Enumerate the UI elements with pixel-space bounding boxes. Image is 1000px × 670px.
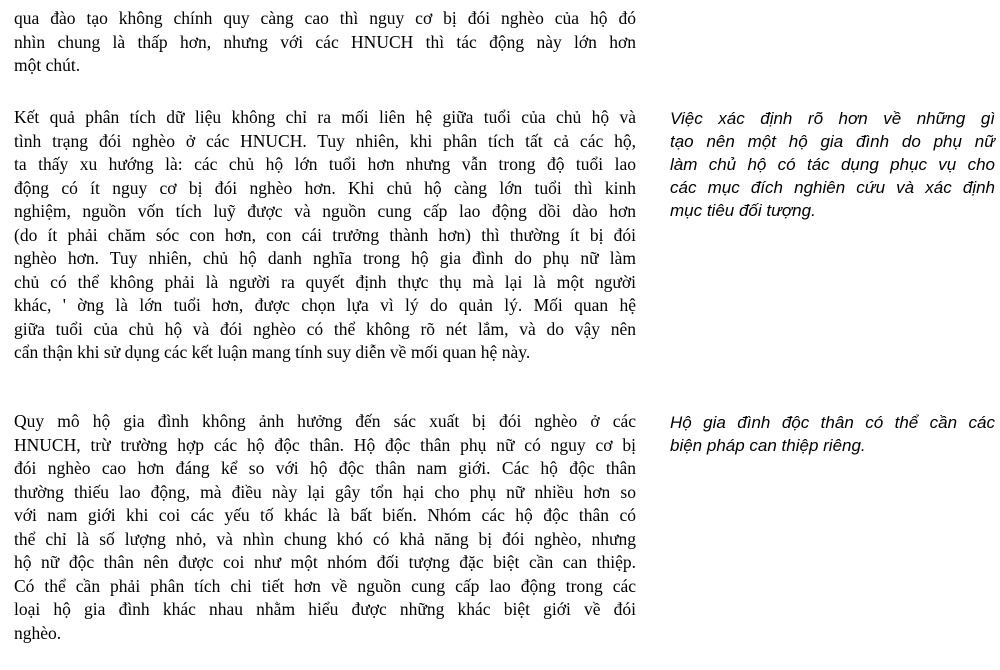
text-line: động có ít nguy cơ bị đói nghèo hơn. Khi chủ hộ càng lớn tuổi thì kinh [14,177,636,198]
text-line: Có thể cần phải phân tích chi tiết hơn về nguồn cung cấp lao động trong các [14,575,636,596]
body-paragraph-1 [14,7,636,78]
text-line: tình trạng đói nghèo ở các HNUCH. Tuy nhiên, khi phân tích tất cả các hộ, [14,130,636,151]
text-line: Quy mô hộ gia đình không ảnh hưởng đến sác xuất bị đói nghèo ở các [14,411,636,431]
text-line: một chút. [14,55,81,75]
text-line: cẩn thận khi sử dụng các kết luận mang tính suy diễn về mối quan hệ này. [14,342,531,362]
body-paragraph-3 [14,410,636,645]
text-line: biện pháp can thiệp riêng. [670,436,866,455]
text-line: loại hộ gia đình khác nhau nhằm hiểu được những khác biệt giới về đói [14,599,636,619]
text-line: chủ có thể không phải là người ra quyết định thực thụ mà lại là một người [14,271,636,292]
text-line: giữa tuổi của chủ hộ và đói nghèo có thể không rõ nét lắm, và do vậy nên [14,318,636,339]
text-line: Hộ gia đình độc thân có thể cần các [670,413,995,432]
text-line: thường thiếu lao động, mà điều này lại gây tổn hại cho phụ nữ nhiều hơn so [14,481,636,502]
text-line: tạo nên một hộ gia đình do phụ nữ [670,132,995,151]
text-line: nghiệm, nguồn vốn tích luỹ được và nguồn cung cấp lao động dồi dào hơn [14,201,636,221]
text-line: HNUCH, trừ trường hợp các hộ độc thân. Hộ độc thân phụ nữ có nguy cơ bị [14,434,636,455]
margin-note-2 [670,411,995,457]
text-line: (do ít phải chăm sóc con hơn, con cái trưởng thành hơn) thì thường ít bị đói [14,224,636,245]
text-line: nghèo. [14,622,62,643]
text-line: Kết quả phân tích dữ liệu không chỉ ra mối liên hệ giữa tuổi của chủ hộ và [14,107,636,127]
text-line: làm chủ hộ có tác dụng phục vụ cho [670,155,995,174]
text-line: nghèo hơn. Tuy nhiên, chủ hộ danh nghĩa trong hộ gia đình do phụ nữ làm [14,248,636,268]
text-line: đói nghèo cao hơn đáng kể so với hộ độc thân nam giới. Các hộ độc thân [14,458,636,478]
text-line: hộ nữ độc thân nên được coi như một nhóm đối tượng đặc biệt cần can thiệp. [14,552,636,572]
text-line: các mục đích nghiên cứu và xác định [670,178,995,197]
text-line: với nam giới khi coi các yếu tố khác là bất biến. Nhóm các hộ độc thân có [14,505,636,525]
text-line: mục tiêu đối tượng. [670,201,816,220]
text-line: qua đào tạo không chính quy càng cao thì nguy cơ bị đói nghèo của hộ đó [14,8,636,28]
text-line: Việc xác định rõ hơn về những gì [670,109,995,128]
text-line: ta thấy xu hướng là: các chủ hộ lớn tuổi hơn nhưng vẫn trong độ tuổi lao [14,154,636,174]
text-line: thể chỉ là số lượng nhỏ, và nhìn chung khó có khả năng bị đói nghèo, nhưng [14,528,636,549]
body-paragraph-2 [14,106,636,365]
text-line: khác, ' ờng là lớn tuổi hơn, được chọn lựa vì lý do quản lý. Mối quan hệ [14,295,636,315]
text-line: nhìn chung là thấp hơn, nhưng với các HNUCH thì tác động này lớn hơn [14,31,636,52]
margin-note-1 [670,107,995,222]
